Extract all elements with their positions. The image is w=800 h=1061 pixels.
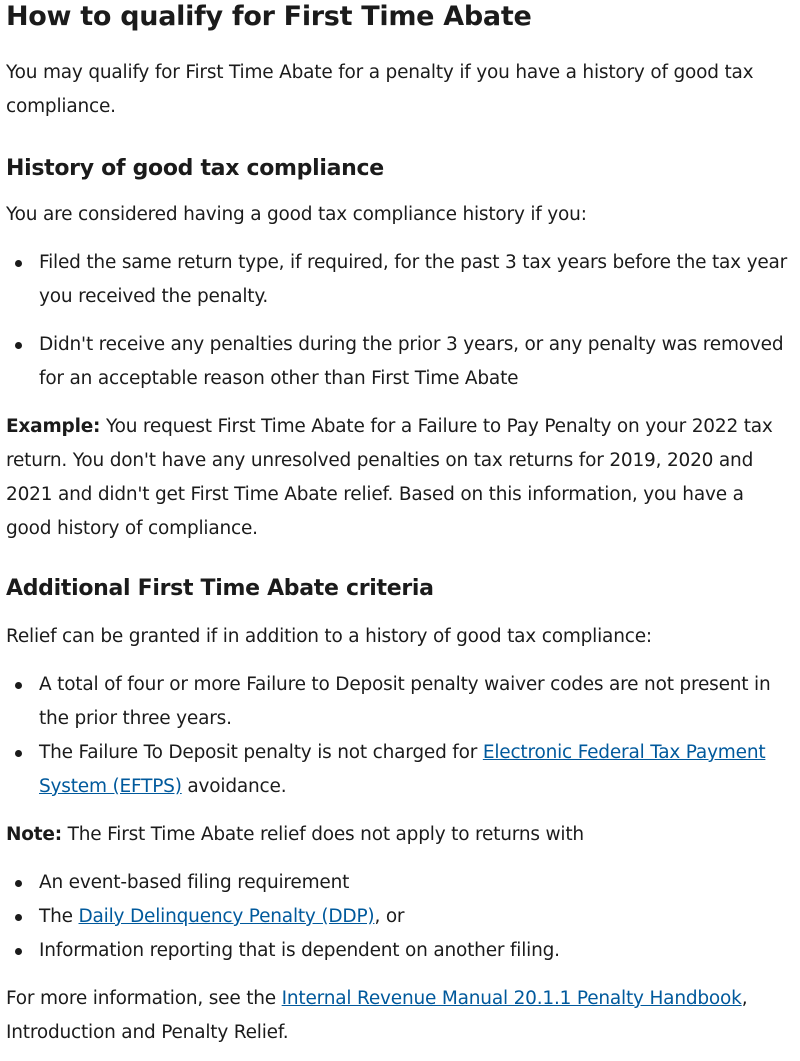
- history-criteria-list: [6, 246, 794, 396]
- additional-lead-paragraph: Relief can be granted if in addition to a history of good tax compliance:: [6, 626, 652, 647]
- list-item: Filed the same return type, if required, for the past 3 tax years before the tax year you received the penalty.: [39, 246, 794, 314]
- additional-criteria-list: [6, 668, 794, 804]
- eftps-link[interactable]: Electronic Federal Tax Payment System (EFTPS): [39, 742, 766, 797]
- example-label: Example:: [6, 416, 101, 437]
- note-label: Note:: [6, 824, 62, 845]
- list-item-text: , or: [374, 906, 405, 927]
- additional-criteria-heading: Additional First Time Abate criteria: [6, 576, 434, 601]
- page-title: How to qualify for First Time Abate: [6, 1, 532, 32]
- list-item-text: avoidance.: [181, 776, 287, 797]
- note-paragraph: [6, 818, 794, 852]
- more-info-paragraph: [6, 982, 794, 1050]
- history-lead-paragraph: You are considered having a good tax compliance history if you:: [6, 204, 587, 225]
- irm-handbook-link[interactable]: Internal Revenue Manual 20.1.1 Penalty Handbook: [281, 988, 742, 1009]
- list-item: An event-based filing requirement: [39, 866, 794, 900]
- example-body: You request First Time Abate for a Failure to Pay Penalty on your 2022 tax return. You don't have any unresolved penalties on tax returns for 2019, 2020 and 2021 and didn't get First Time Abate relief. Based on this information, you have a good history of compliance.: [6, 416, 773, 539]
- list-item: [39, 900, 794, 934]
- list-item: [39, 736, 794, 804]
- note-exclusions-list: [6, 866, 794, 968]
- intro-paragraph: You may qualify for First Time Abate for a penalty if you have a history of good tax compliance.: [6, 62, 754, 117]
- more-info-text: For more information, see the: [6, 988, 282, 1009]
- more-info-text: , Introduction and Penalty Relief.: [6, 988, 748, 1043]
- ddp-link[interactable]: Daily Delinquency Penalty (DDP): [78, 906, 375, 927]
- example-paragraph: [6, 410, 794, 546]
- list-item: Didn't receive any penalties during the prior 3 years, or any penalty was removed for an acceptable reason other than First Time Abate: [39, 328, 794, 396]
- list-item: Information reporting that is dependent on another filing.: [39, 934, 794, 968]
- list-item-text: The Failure To Deposit penalty is not charged for: [39, 742, 483, 763]
- history-heading: History of good tax compliance: [6, 156, 384, 181]
- list-item: A total of four or more Failure to Deposit penalty waiver codes are not present in the prior three years.: [39, 668, 794, 736]
- note-body: The First Time Abate relief does not apply to returns with: [61, 824, 584, 845]
- list-item-text: The: [39, 906, 79, 927]
